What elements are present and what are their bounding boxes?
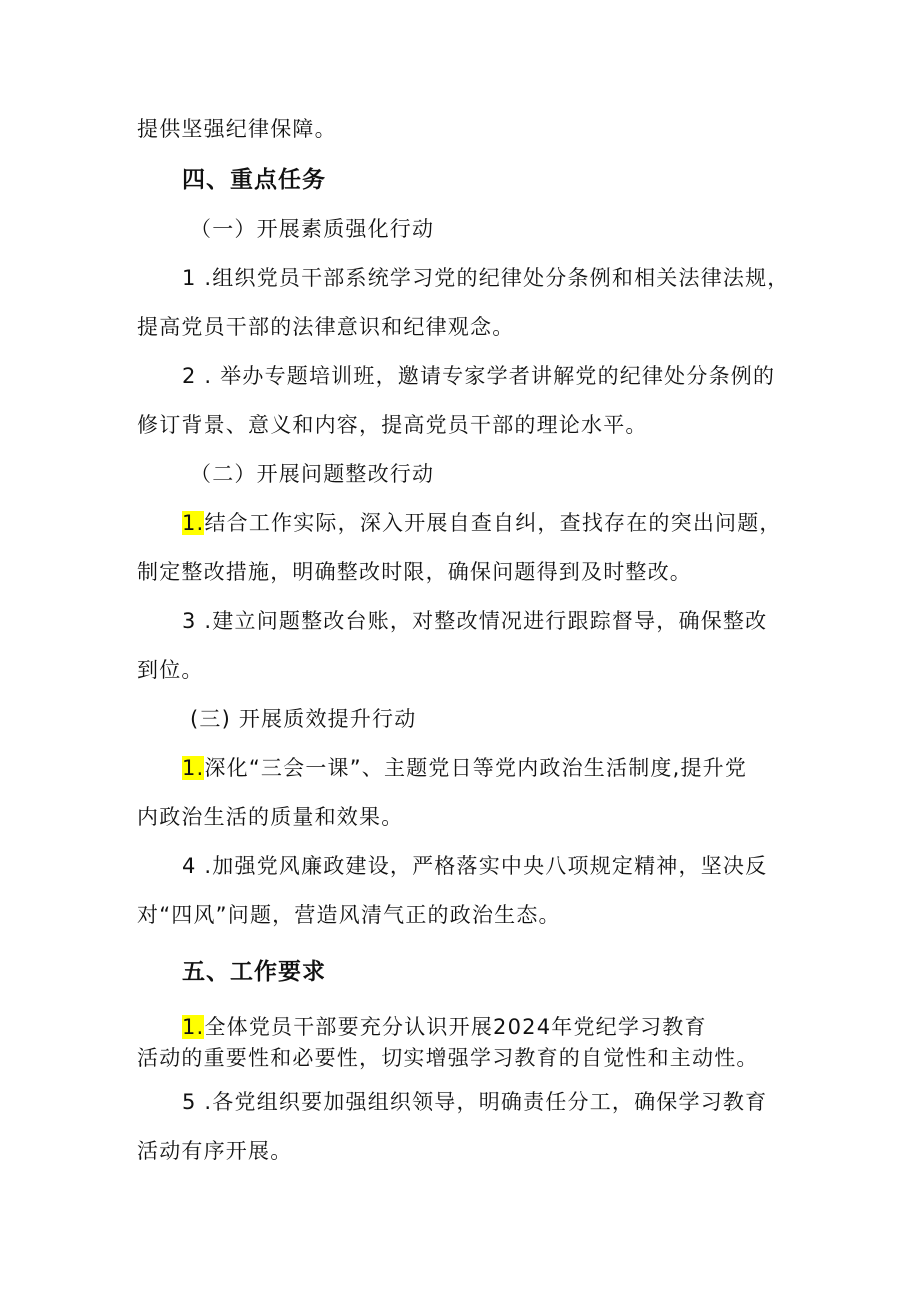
- item-line: 1 .组织党员干部系统学习党的纪律处分条例和相关法律法规，: [182, 266, 790, 290]
- highlighted-number: 1.: [182, 1015, 205, 1039]
- item-text: 深化“三会一课”、主题党日等党内政治生活制度,提升党: [204, 756, 748, 780]
- subsection-heading-3: (三) 开展质效提升行动: [190, 707, 417, 731]
- item-line-highlighted: [182, 508, 782, 538]
- item-line: 制定整改措施，明确整改时限，确保问题得到及时整改。: [137, 560, 692, 584]
- item-line-highlighted: [182, 1012, 707, 1042]
- item-line: 活动的重要性和必要性，切实增强学习教育的自觉性和主动性。: [137, 1046, 759, 1070]
- subsection-heading-1: （一）开展素质强化行动: [190, 217, 435, 241]
- item-line: 到位。: [137, 658, 204, 682]
- item-line: 修订背景、意义和内容，提高党员干部的理论水平。: [137, 413, 648, 437]
- item-line: 4 .加强党风廉政建设，严格落实中央八项规定精神，坚决反: [182, 854, 768, 878]
- section-heading-4: 四、重点任务: [182, 167, 326, 193]
- highlighted-number: 1.: [182, 756, 205, 780]
- item-line: 2 . 举办专题培训班，邀请专家学者讲解党的纪律处分条例的: [182, 364, 776, 388]
- item-line: 活动有序开展。: [137, 1139, 293, 1163]
- item-line: 5 .各党组织要加强组织领导，明确责任分工，确保学习教育: [182, 1090, 768, 1114]
- item-line: 提高党员干部的法律意识和纪律观念。: [137, 315, 515, 339]
- item-line: 3 .建立问题整改台账，对整改情况进行跟踪督导，确保整改: [182, 609, 768, 633]
- paragraph-line: 提供坚强纪律保障。: [137, 117, 337, 141]
- item-line-highlighted: [182, 753, 747, 783]
- item-text: 结合工作实际，深入开展自查自纠，查找存在的突出问题，: [204, 511, 782, 535]
- section-heading-5: 五、工作要求: [182, 959, 326, 985]
- subsection-heading-2: （二）开展问题整改行动: [190, 462, 435, 486]
- item-line: 对“四风”问题，营造风清气正的政治生态。: [137, 903, 561, 927]
- item-line: 内政治生活的质量和效果。: [137, 805, 404, 829]
- highlighted-number: 1.: [182, 511, 205, 535]
- item-text: 全体党员干部要充分认识开展2024年党纪学习教育: [204, 1015, 707, 1039]
